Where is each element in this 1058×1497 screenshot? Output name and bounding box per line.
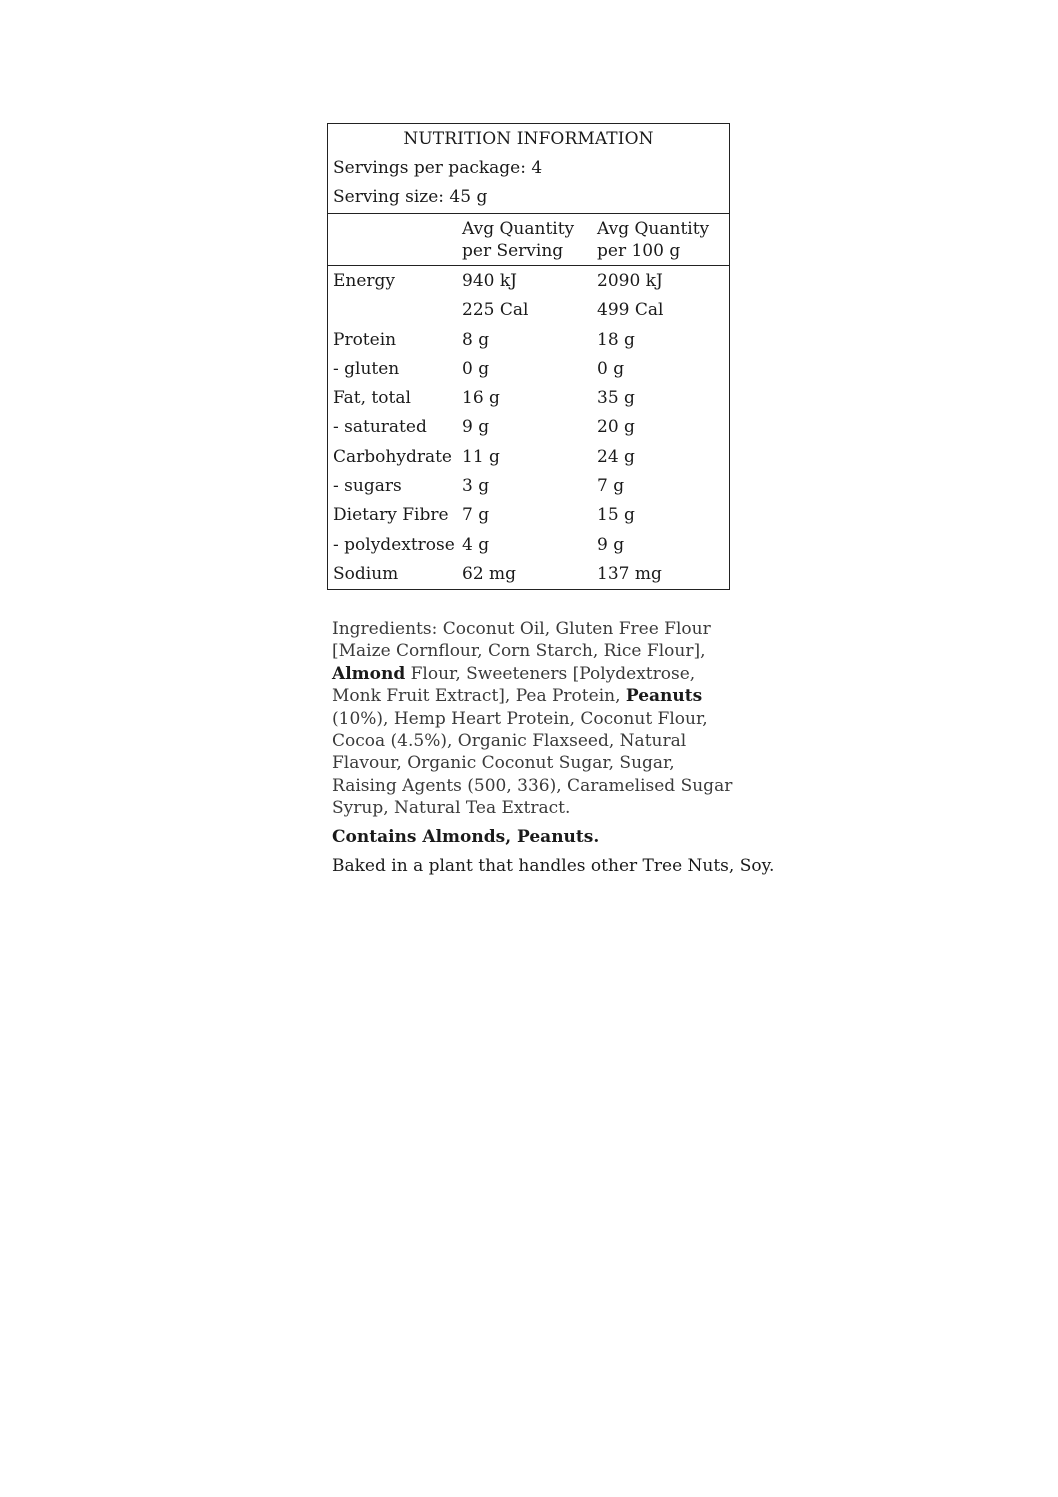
table-row [328, 355, 729, 384]
table-row [328, 531, 729, 560]
per-serving-value: 8 g [462, 329, 490, 350]
nutrient-name: Carbohydrate [333, 446, 452, 467]
column-header-per-serving-line2: per Serving [462, 241, 564, 261]
nutrient-name: Protein [333, 329, 397, 350]
per-serving-value: 11 g [462, 446, 500, 467]
ingredients-text-part1: Ingredients: Coconut Oil, Gluten Free Flour [Maize Cornflour, Corn Starch, Rice Flour], [332, 619, 711, 662]
per-100g-value: 9 g [597, 534, 625, 555]
ingredients-text-part2: Flour, Sweeteners [Polydextrose, Monk Fruit Extract], Pea Protein, [332, 663, 696, 707]
nutrient-name: - gluten [333, 358, 400, 379]
nutrient-name: - saturated [333, 417, 427, 438]
nutrient-name: Fat, total [333, 388, 411, 409]
column-header-per-100g [597, 218, 729, 262]
per-serving-value: 9 g [462, 417, 490, 438]
column-header-blank [328, 218, 462, 262]
ingredients-allergen-peanuts: Peanuts [625, 686, 703, 707]
per-100g-value: 18 g [597, 329, 635, 350]
serving-size: Serving size: 45 g [328, 183, 729, 214]
per-100g-value: 24 g [597, 446, 635, 467]
table-row [328, 384, 729, 413]
allergen-contains-statement: Contains Almonds, Peanuts. [332, 827, 600, 847]
per-serving-value: 4 g [462, 534, 490, 555]
nutrient-name: - polydextrose [333, 534, 455, 555]
panel-title: NUTRITION INFORMATION [403, 129, 654, 149]
table-row [328, 296, 729, 325]
table-row [328, 560, 729, 589]
nutrient-name: Dietary Fibre [333, 505, 449, 526]
per-serving-value: 3 g [462, 476, 490, 497]
per-serving-value: 225 Cal [462, 300, 529, 321]
table-row [328, 501, 729, 530]
column-header-per-100g-line1: Avg Quantity [597, 219, 710, 239]
per-serving-value: 0 g [462, 358, 490, 379]
per-serving-value: 62 mg [462, 563, 517, 584]
column-header-per-100g-line2: per 100 g [597, 241, 681, 261]
per-100g-value: 499 Cal [597, 300, 664, 321]
per-100g-value: 35 g [597, 388, 635, 409]
nutrient-name [328, 296, 462, 325]
column-header-per-serving-line1: Avg Quantity [462, 219, 575, 239]
per-serving-value: 7 g [462, 505, 490, 526]
nutrient-rows [328, 266, 729, 589]
column-header-per-serving [462, 218, 597, 262]
per-100g-value: 0 g [597, 358, 625, 379]
plant-handling-note: Baked in a plant that handles other Tree Nuts, Soy. [332, 856, 775, 876]
nutrient-name: - sugars [333, 476, 402, 497]
per-serving-value: 16 g [462, 388, 500, 409]
per-100g-value: 137 mg [597, 563, 662, 584]
table-row [328, 326, 729, 355]
ingredients-list [332, 618, 742, 820]
column-headers [328, 214, 729, 266]
nutrient-name: Sodium [333, 563, 399, 584]
per-100g-value: 7 g [597, 476, 625, 497]
table-row [328, 267, 729, 296]
nutrition-information-panel [327, 123, 730, 590]
ingredients-text-part3: (10%), Hemp Heart Protein, Coconut Flour, Cocoa (4.5%), Organic Flaxseed, Natural Flavour, Organic Coconut Sugar, Sugar, Raising Agents (500, 336), Caramelised Sugar Syrup, Natural Tea Extract. [332, 708, 733, 819]
table-row [328, 413, 729, 442]
per-serving-value: 940 kJ [462, 271, 517, 291]
ingredients-allergen-almond: Almond [332, 663, 406, 684]
per-100g-value: 2090 kJ [597, 271, 663, 291]
table-row [328, 443, 729, 472]
per-100g-value: 15 g [597, 505, 635, 526]
nutrient-name: Energy [333, 271, 396, 291]
servings-per-package: Servings per package: 4 [333, 158, 543, 178]
table-row [328, 472, 729, 501]
per-100g-value: 20 g [597, 417, 635, 438]
